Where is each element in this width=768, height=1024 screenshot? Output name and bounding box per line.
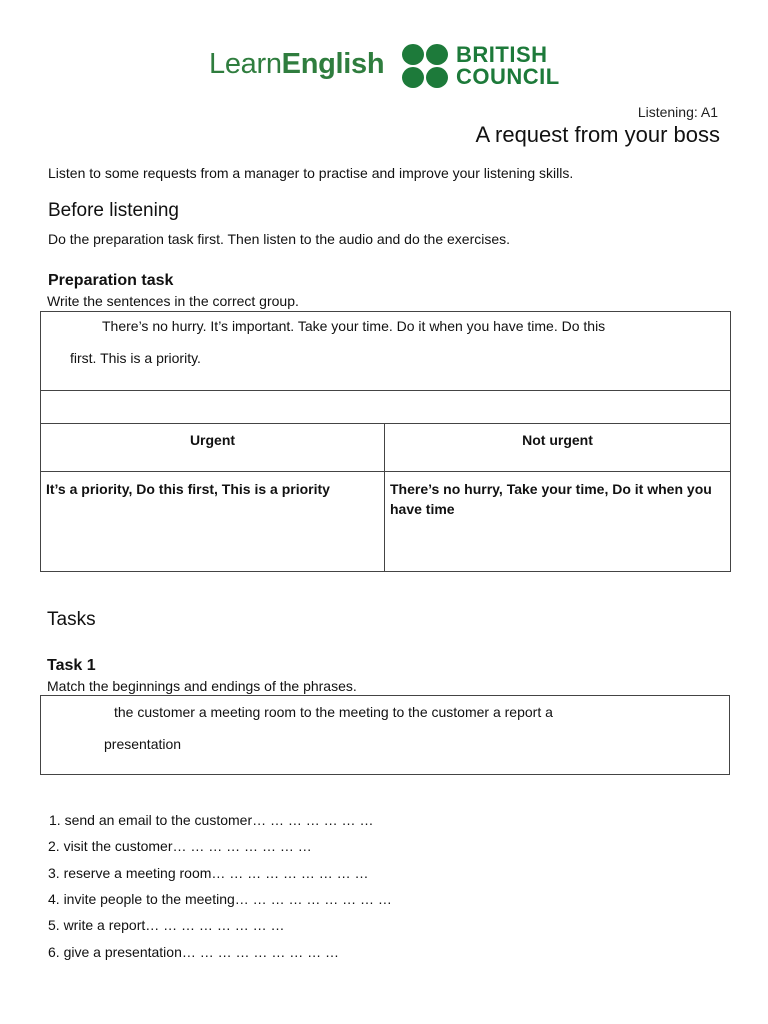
task1-item-4: 4. invite people to the meeting… … … … … … … … …: [48, 891, 392, 907]
urgent-answer-cell: It’s a priority, Do this first, This is a priority: [41, 472, 385, 572]
task1-word-bank-line-2: presentation: [104, 736, 182, 752]
before-listening-text: Do the preparation task first. Then listen to the audio and do the exercises.: [48, 231, 511, 247]
logo-english-text: English: [281, 48, 385, 80]
page-title: A request from your boss: [475, 122, 720, 147]
logo-learn-text: Learn: [209, 48, 282, 80]
not-urgent-answer-cell: There’s no hurry, Take your time, Do it when you have time: [385, 472, 731, 572]
intro-text: Listen to some requests from a manager to practise and improve your listening skills.: [48, 165, 574, 181]
british-council-logo: [456, 44, 560, 88]
word-bank-line-2: first. This is a priority.: [70, 350, 201, 366]
before-listening-heading: Before listening: [48, 200, 179, 221]
logo-council-text: COUNCIL: [456, 64, 560, 89]
task1-word-bank-line-1: the customer a meeting room to the meeting to the customer a report a: [114, 704, 553, 720]
task1-item-2: 2. visit the customer… … … … … … … …: [48, 838, 312, 854]
task1-word-bank: [40, 695, 730, 775]
preparation-instruction: Write the sentences in the correct group.: [47, 293, 299, 309]
preparation-task-heading: Preparation task: [48, 272, 174, 289]
word-bank-line-1: There’s no hurry. It’s important. Take your time. Do it when you have time. Do this: [102, 318, 606, 334]
column-header-not-urgent: Not urgent: [385, 424, 731, 472]
preparation-word-bank: [41, 312, 731, 391]
task1-item-1: 1. send an email to the customer… … … … … … …: [49, 812, 374, 828]
task1-item-5: 5. write a report… … … … … … … …: [48, 917, 285, 933]
learnenglish-logo: [209, 48, 384, 81]
british-council-dots-icon: [402, 44, 450, 90]
task1-instruction: Match the beginnings and endings of the phrases.: [47, 678, 357, 694]
preparation-table: [40, 311, 731, 572]
preparation-spacer-row: [41, 391, 731, 424]
task1-item-6: 6. give a presentation… … … … … … … … …: [48, 944, 339, 960]
task1-heading: Task 1: [47, 657, 96, 674]
tasks-heading: Tasks: [47, 609, 96, 630]
column-header-urgent: Urgent: [41, 424, 385, 472]
task1-item-3: 3. reserve a meeting room… … … … … … … … …: [48, 865, 369, 881]
logo-british-text: BRITISH: [456, 42, 548, 67]
level-label: Listening: A1: [637, 104, 718, 120]
